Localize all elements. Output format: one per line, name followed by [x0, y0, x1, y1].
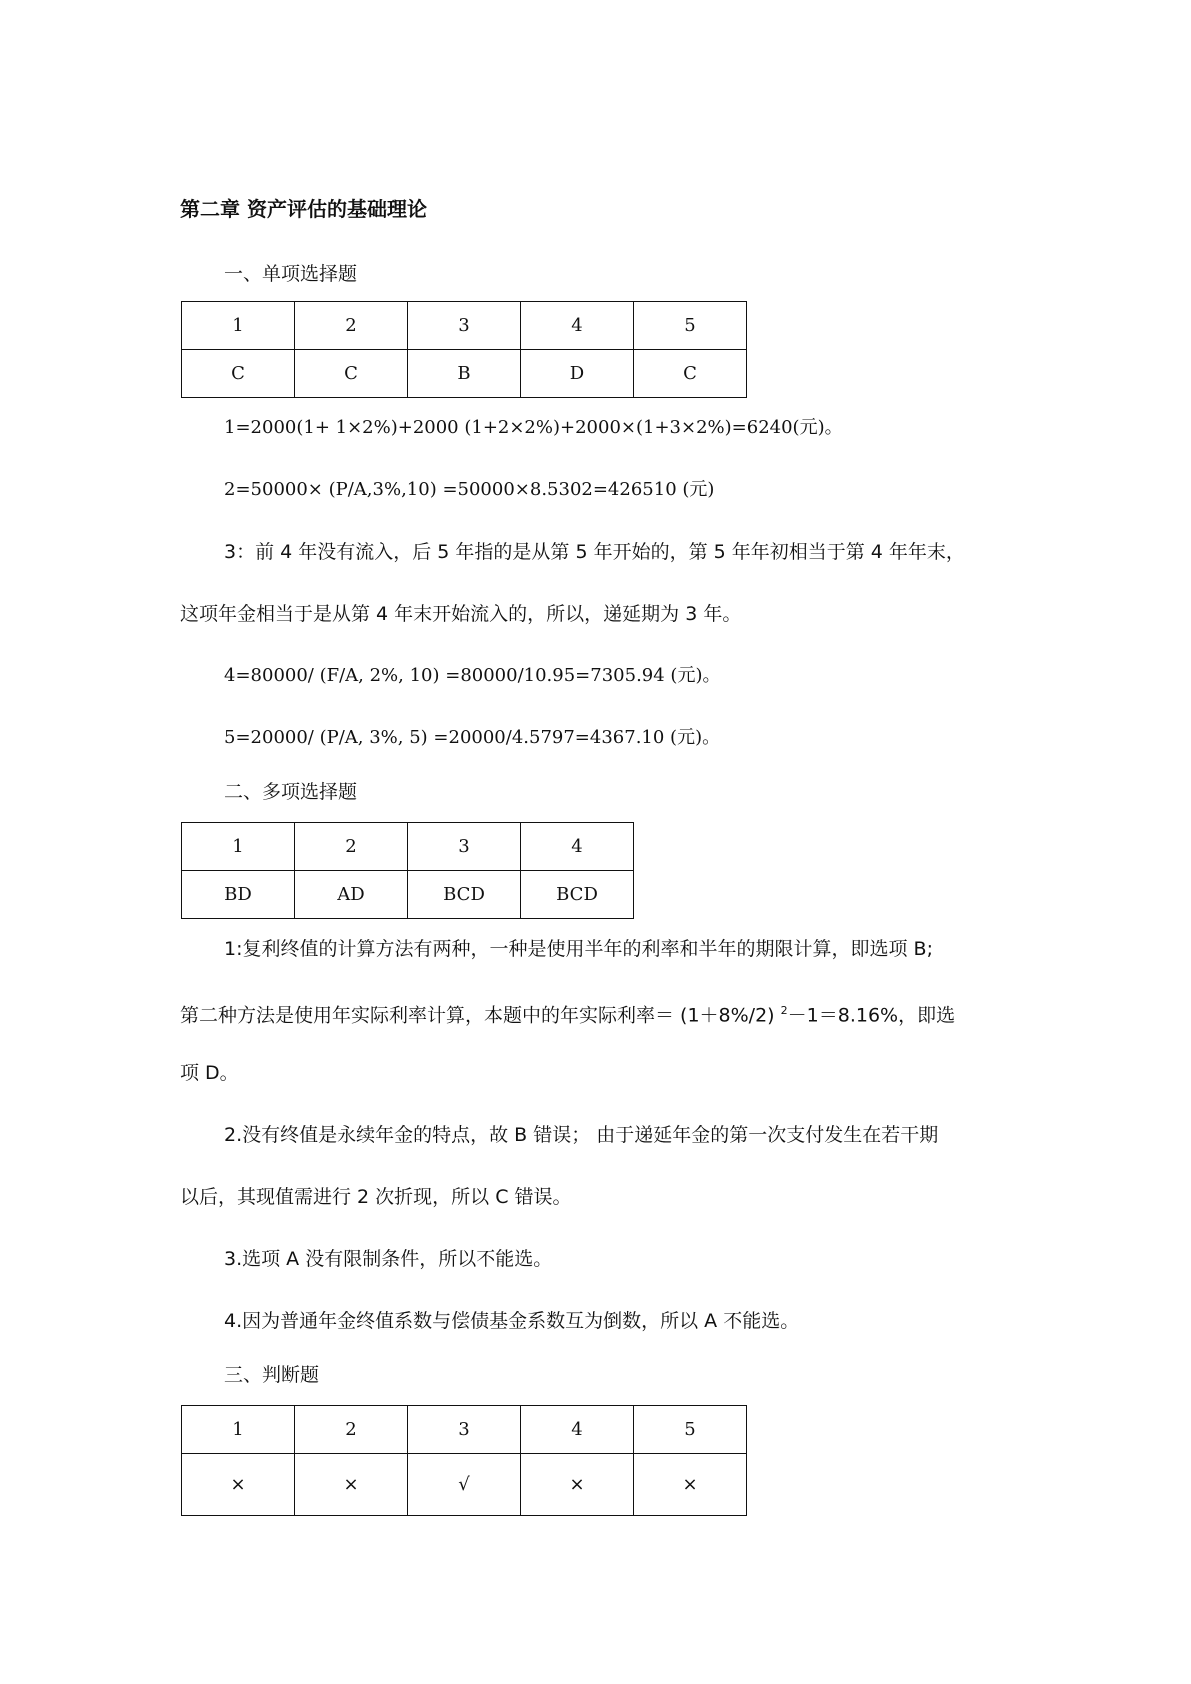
explanation-line: 以后，其现值需进行 2 次折现，所以 C 错误。: [180, 1186, 572, 1208]
explanation-line: 2=50000× (P/A,3%,10) =50000×8.5302=426510 (元): [224, 479, 715, 500]
single-choice-answer-table: [181, 301, 747, 398]
table-row: [182, 1454, 747, 1516]
chapter-title: 第二章 资产评估的基础理论: [180, 197, 427, 221]
section-heading-single-choice: 一、单项选择题: [224, 263, 358, 285]
table-cell: √: [408, 1454, 521, 1516]
explanation-line: 1=2000(1+ 1×2%)+2000 (1+2×2%)+2000×(1+3×2%)=6240(元)。: [224, 417, 843, 438]
explanation-line: 2.没有终值是永续年金的特点，故 B 错误； 由于递延年金的第一次支付发生在若干期: [224, 1124, 939, 1146]
explanation-line: 5=20000/ (P/A, 3%, 5) =20000/4.5797=4367.10 (元)。: [224, 727, 721, 748]
table-cell: ×: [295, 1454, 408, 1516]
table-cell: BD: [182, 871, 295, 919]
explanation-line: 项 D。: [180, 1062, 239, 1084]
table-cell: ×: [182, 1454, 295, 1516]
table-cell: 4: [521, 302, 634, 350]
table-cell: AD: [295, 871, 408, 919]
judgment-answer-table: [181, 1405, 747, 1516]
table-cell: 5: [634, 1406, 747, 1454]
table-cell: ×: [634, 1454, 747, 1516]
table-cell: D: [521, 350, 634, 398]
table-row: [182, 871, 634, 919]
explanation-line: [180, 997, 955, 1029]
table-cell: BCD: [521, 871, 634, 919]
table-cell: 4: [521, 1406, 634, 1454]
table-row: [182, 350, 747, 398]
table-cell: C: [182, 350, 295, 398]
table-cell: 3: [408, 302, 521, 350]
explanation-line: 4.因为普通年金终值系数与偿债基金系数互为倒数，所以 A 不能选。: [224, 1310, 800, 1332]
table-cell: BCD: [408, 871, 521, 919]
table-cell: 2: [295, 823, 408, 871]
explanation-line: 3：前 4 年没有流入，后 5 年指的是从第 5 年开始的，第 5 年年初相当于第 4 年年末，: [224, 541, 965, 563]
table-cell: 2: [295, 302, 408, 350]
table-cell: 1: [182, 302, 295, 350]
table-cell: 3: [408, 823, 521, 871]
explanation-line: 这项年金相当于是从第 4 年末开始流入的，所以，递延期为 3 年。: [180, 603, 742, 625]
section-heading-judgment: 三、判断题: [224, 1364, 320, 1386]
explanation-line: 1:复利终值的计算方法有两种，一种是使用半年的利率和半年的期限计算，即选项 B;: [224, 938, 933, 960]
table-cell: 5: [634, 302, 747, 350]
table-cell: 3: [408, 1406, 521, 1454]
exponent: 2: [780, 1004, 788, 1017]
table-header-row: [182, 302, 747, 350]
text-fragment: －1＝8.16%，即选: [787, 1004, 956, 1027]
table-header-row: [182, 823, 634, 871]
table-cell: C: [295, 350, 408, 398]
section-heading-multiple-choice: 二、多项选择题: [224, 781, 358, 803]
table-cell: ×: [521, 1454, 634, 1516]
multiple-choice-answer-table: [181, 822, 634, 919]
table-cell: 1: [182, 1406, 295, 1454]
table-cell: 2: [295, 1406, 408, 1454]
explanation-line: 3.选项 A 没有限制条件，所以不能选。: [224, 1248, 553, 1270]
explanation-line: 4=80000/ (F/A, 2%, 10) =80000/10.95=7305.94 (元)。: [224, 665, 721, 686]
text-fragment: 第二种方法是使用年实际利率计算，本题中的年实际利率＝ (1＋8%/2): [180, 1004, 775, 1027]
table-cell: 1: [182, 823, 295, 871]
table-cell: C: [634, 350, 747, 398]
table-cell: 4: [521, 823, 634, 871]
table-header-row: [182, 1406, 747, 1454]
table-cell: B: [408, 350, 521, 398]
